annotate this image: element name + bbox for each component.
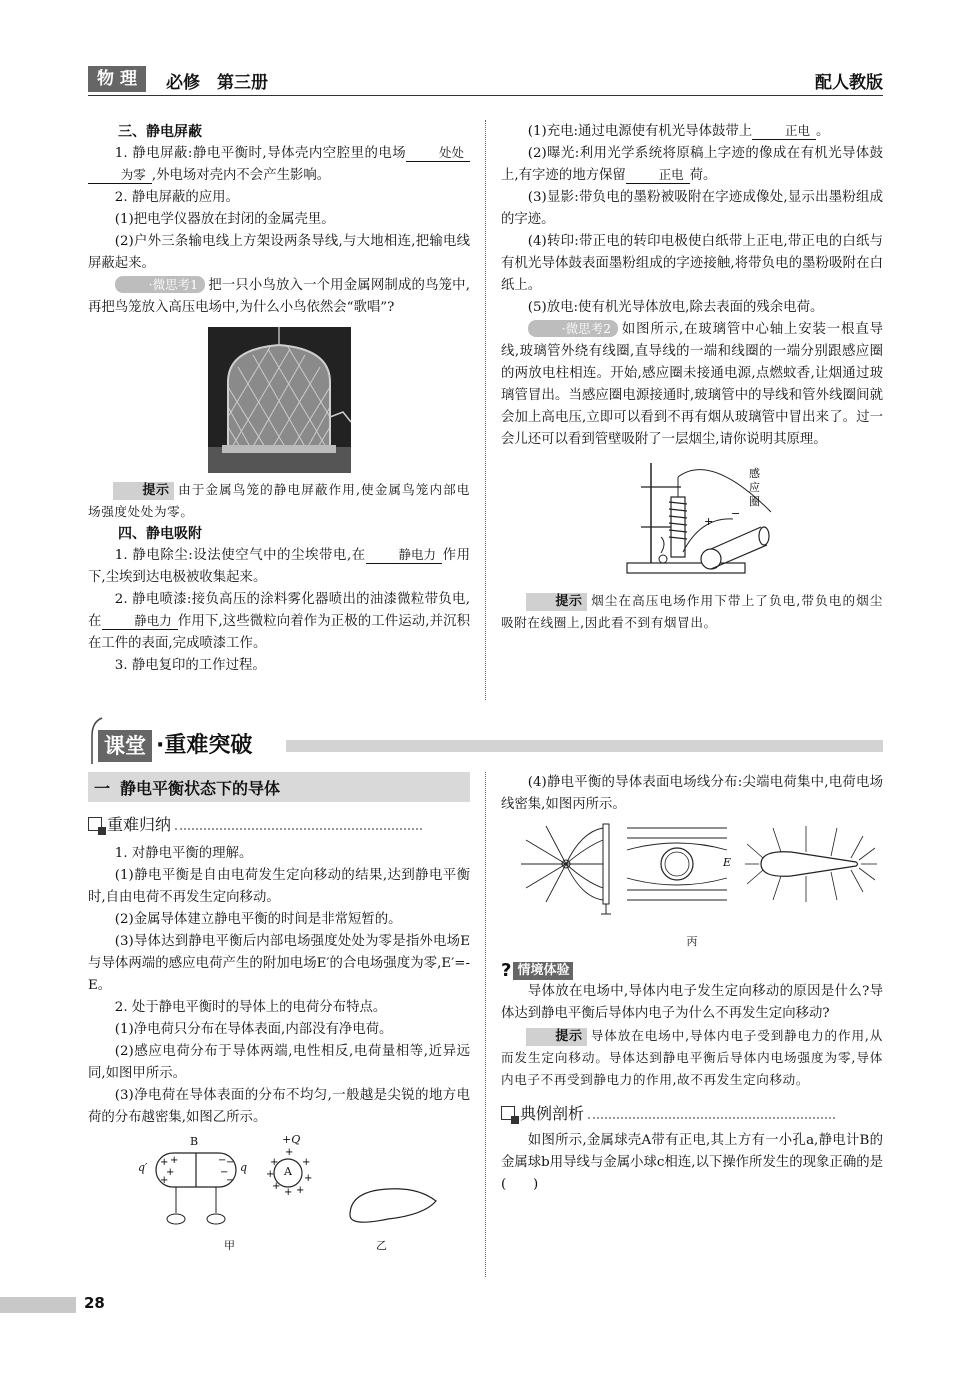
summary-p6: (1)净电荷只分布在导体表面,内部没有净电荷。 — [114, 1022, 393, 1037]
svg-text:+: + — [704, 515, 714, 528]
svg-text:−: − — [218, 1155, 227, 1166]
book-title: 必修 第三册 — [166, 73, 268, 93]
induction-coil-label: 感 — [749, 467, 760, 480]
svg-text:+: + — [272, 1181, 281, 1192]
example-icon — [501, 1106, 515, 1120]
summary-p8: (3)净电荷在导体表面的分布不均匀,一般越是尖锐的地方电荷的分布越密集,如图乙所示。 — [88, 1088, 470, 1125]
fig-jia-caption: 甲 — [224, 1239, 235, 1252]
tip3-label: 提示 — [526, 1028, 586, 1046]
copy-step-3: (3)显影:带负电的墨粉被吸附在字迹成像处,显示出墨粉组成的字迹。 — [501, 190, 883, 227]
summary-icon — [88, 817, 102, 831]
shield-app-1: (1)把电学仪器放在封闭的金属壳里。 — [114, 212, 335, 227]
svg-text:+: + — [270, 1157, 279, 1168]
section1-num: 一 — [94, 778, 111, 798]
example-title: 典例剖析 — [520, 1104, 585, 1123]
svg-text:−: − — [220, 1167, 229, 1178]
experience-title: 情境体验 — [513, 962, 573, 980]
svg-text:+: + — [160, 1175, 169, 1186]
svg-text:−: − — [226, 1157, 235, 1168]
copy-step-5: (5)放电:使有机光导体放电,除去表面的残余电荷。 — [527, 300, 824, 315]
summary-p2: (1)静电平衡是自由电荷发生定向移动的结果,达到静电平衡时,自由电荷不再发生定向移动。 — [88, 868, 470, 905]
experience-heading — [501, 960, 883, 981]
fig-bing-caption: 丙 — [686, 935, 698, 948]
birdcage-photo — [208, 327, 351, 473]
fig-q1-label: q′ — [138, 1161, 148, 1174]
summary-p7: (2)感应电荷分布于导体两端,电性相反,电荷量相等,近异远同,如图甲所示。 — [88, 1044, 470, 1081]
right-top-column — [501, 121, 883, 634]
banner-title: ·重难突破 — [156, 733, 253, 758]
fig-yi-caption: 乙 — [376, 1239, 387, 1252]
page-header — [88, 62, 883, 96]
footer-bar — [0, 1297, 76, 1313]
copy-step-1: (1)充电:通过电源使有机光导体鼓带上 正电 。 — [527, 123, 830, 139]
svg-text:−: − — [226, 1175, 235, 1186]
right-bottom-column — [501, 772, 883, 1196]
tip2-label: 提示 — [526, 593, 586, 611]
column-divider-bottom — [485, 772, 486, 1277]
example-text: 如图所示,金属球壳A带有正电,其上方有一小孔a,静电计B的金属球b用导线与金属小球c相连,以下操作所发生的现象正确的是( ) — [501, 1133, 883, 1192]
tip3: 提示 导体放在电场中,导体内电子受到静电力的作用,从而发生定向移动。导体达到静电平衡后导体内电场强度为零,导体内电子不再受到静电力的作用,故不再发生定向移动。 — [501, 1028, 883, 1087]
shield-apps: 2. 静电屏蔽的应用。 — [114, 190, 239, 205]
tip1-label: 提示 — [113, 482, 173, 500]
spray-paint: 2. 静电喷漆:接负高压的涂料雾化器喷出的油漆微粒带负电,在 静电力 作用下,这些微粒向着作为正极的工件运动,并沉积在工件的表面,完成喷漆工作。 — [88, 592, 470, 651]
svg-text:+: + — [160, 1157, 169, 1168]
svg-text:+: + — [304, 1173, 313, 1184]
section1-header — [88, 772, 470, 802]
left-top-column — [88, 121, 470, 677]
figure-bing — [501, 822, 883, 928]
svg-text:+: + — [284, 1187, 293, 1198]
svg-text:+: + — [266, 1169, 275, 1180]
banner-bar — [286, 740, 883, 752]
svg-text:应: 应 — [749, 481, 760, 494]
fig-q2-label: q — [240, 1161, 248, 1174]
summary-title: 重难归纳 — [107, 815, 172, 834]
section-banner — [88, 716, 883, 766]
svg-text:+: + — [170, 1155, 179, 1166]
svg-text:圈: 圈 — [749, 495, 760, 508]
copy-step-2: (2)曝光:利用光学系统将原稿上字迹的像成在有机光导体鼓上,有字迹的地方保留 正电 荷。 — [501, 146, 883, 183]
smoke-apparatus-figure — [621, 457, 781, 582]
tip1: 提示 由于金属鸟笼的静电屏蔽作用,使金属鸟笼内部电场强度处处为零。 — [88, 482, 470, 519]
field-line-text: (4)静电平衡的导体表面电场线分布:尖端电荷集中,电荷电场线密集,如图丙所示。 — [501, 775, 883, 812]
section4-title: 四、静电吸附 — [118, 526, 202, 542]
tip2: 提示 烟尘在高压电场作用下带上了负电,带负电的烟尘吸附在线圈上,因此看不到有烟冒出。 — [501, 593, 883, 630]
think2-tag: ·微思考2 — [528, 320, 618, 337]
shield-app-2: (2)户外三条输电线上方架设两条导线,与大地相连,把输电线屏蔽起来。 — [88, 234, 470, 271]
summary-p1: 1. 对静电平衡的理解。 — [114, 846, 253, 861]
svg-text:+: + — [285, 1147, 294, 1158]
experience-question: 导体放在电场中,导体内电子发生定向移动的原因是什么?导体达到静电平衡后导体内电子为什么不再发生定向移动? — [501, 984, 883, 1021]
shield-definition: 1. 静电屏蔽:静电平衡时,导体壳内空腔里的电场 处处为零 ,外电场对壳内不会产生影响。 — [88, 143, 470, 187]
example-heading — [501, 1101, 835, 1124]
question-icon: ? — [501, 960, 512, 981]
think1: ·微思考1 把一只小鸟放入一个用金属网制成的鸟笼中,再把鸟笼放入高压电场中,为什么小鸟依然会“歌唱”? — [88, 277, 470, 315]
edition-label: 配人教版 — [815, 73, 883, 93]
subject-badge: 物 理 — [88, 66, 146, 92]
banner-box: 课堂 — [98, 730, 152, 762]
summary-heading — [88, 812, 422, 835]
copy-step-4: (4)转印:带正电的转印电极使白纸带上正电,带正电的白纸与有机光导体鼓表面墨粉组成的字迹接触,将带负电的墨粉吸附在白纸上。 — [501, 234, 883, 293]
copier-process: 3. 静电复印的工作过程。 — [114, 658, 266, 673]
svg-text:+: + — [302, 1157, 311, 1168]
figure-jia-yi — [88, 1135, 470, 1255]
summary-p5: 2. 处于静电平衡时的导体上的电荷分布特点。 — [114, 1000, 387, 1015]
think1-tag: ·微思考1 — [115, 276, 205, 293]
svg-text:+: + — [296, 1185, 305, 1196]
svg-text:+: + — [166, 1167, 175, 1178]
think2: ·微思考2 如图所示,在玻璃管中心轴上安装一根直导线,玻璃管外绕有线圈,直导线的一端和线圈的一端分别跟感应圈的两放电柱相连。开始,感应圈未接通电源,点燃蚊香,让烟通过玻璃管冒出。当感应圈电源接通时,玻璃管中的导线和管外线圈间就会加上高电压,立即可以看到不再有烟从玻璃管中冒出来了。过一会儿还可以看到管壁吸附了一层烟尘,请你说明其原理。 — [501, 321, 883, 447]
dust-removal: 1. 静电除尘:设法使空气中的尘埃带电,在 静电力 作用下,尘埃到达电极被收集起来。 — [88, 547, 470, 585]
fig-B-label: B — [190, 1135, 199, 1148]
summary-p4: (3)导体达到静电平衡后内部电场强度处处为零是指外电场E与导体两端的感应电荷产生的附加电场E′的合电场强度为零,E′=-E。 — [88, 934, 470, 993]
section3-title: 三、静电屏蔽 — [118, 124, 202, 140]
fig-Q-label: +Q — [282, 1133, 301, 1146]
fig-A-label: A — [284, 1165, 292, 1178]
left-bottom-column — [88, 772, 470, 1255]
summary-p3: (2)金属导体建立静电平衡的时间是非常短暂的。 — [114, 912, 402, 927]
page-number: 28 — [84, 1294, 105, 1312]
fig-E-label: E — [723, 856, 732, 869]
header-rule — [88, 95, 883, 96]
column-divider-top — [485, 120, 486, 700]
svg-text:−: − — [731, 507, 741, 520]
section1-title: 静电平衡状态下的导体 — [120, 778, 281, 798]
